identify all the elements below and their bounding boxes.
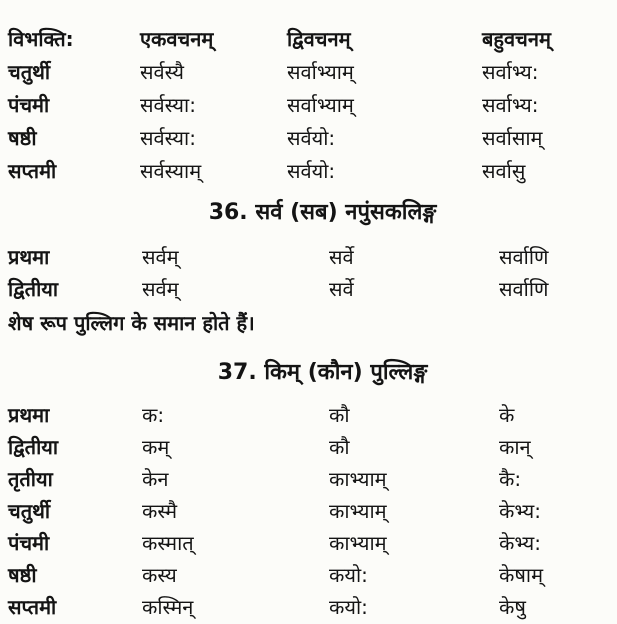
case-label: पंचमी bbox=[8, 93, 50, 117]
case-label: चतुर्थी bbox=[8, 498, 51, 523]
column-header-plural: बहुवचनम् bbox=[482, 27, 551, 51]
table-row bbox=[8, 527, 617, 559]
case-label: तृतीया bbox=[8, 466, 53, 491]
form-cell: कान् bbox=[499, 434, 531, 459]
section-heading-37: 37. किम् (कौन) पुल्लिङ्ग bbox=[217, 360, 428, 385]
table-row bbox=[8, 155, 617, 188]
table-row bbox=[8, 89, 617, 122]
form-cell: कम् bbox=[142, 434, 170, 459]
form-cell: सर्वम् bbox=[142, 244, 179, 269]
form-cell: केषाम् bbox=[499, 562, 544, 587]
case-label: सप्तमी bbox=[8, 159, 57, 183]
form-cell: सर्वासु bbox=[482, 159, 526, 183]
table-row bbox=[8, 591, 617, 623]
case-label: चतुर्थी bbox=[8, 60, 51, 84]
form-cell: सर्वाभ्य: bbox=[482, 60, 539, 84]
column-header-singular: एकवचनम् bbox=[140, 27, 214, 51]
form-cell: कस्मै bbox=[142, 498, 178, 523]
form-cell: सर्वस्याम् bbox=[140, 159, 202, 183]
form-cell: कौ bbox=[329, 402, 350, 427]
table-row bbox=[8, 431, 617, 463]
note-text: शेष रूप पुल्लिग के समान होते हैं। bbox=[8, 311, 255, 335]
form-cell: काभ्याम् bbox=[329, 466, 387, 491]
form-cell: सर्वयो: bbox=[287, 126, 336, 150]
form-cell: कै: bbox=[499, 466, 522, 491]
form-cell: सर्वाभ्याम् bbox=[287, 60, 354, 84]
form-cell: सर्वाभ्याम् bbox=[287, 93, 354, 117]
case-label: षष्ठी bbox=[8, 562, 37, 587]
section-heading-36: 36. सर्व (सब) नपुंसकलिङ्ग bbox=[208, 200, 437, 225]
case-label: प्रथमा bbox=[8, 402, 50, 427]
table-sarva-neuter bbox=[8, 241, 617, 305]
table-row bbox=[8, 241, 617, 273]
case-label: द्वितीया bbox=[8, 276, 59, 301]
form-cell: केभ्य: bbox=[499, 498, 542, 523]
form-cell: सर्वस्यै bbox=[140, 60, 185, 84]
form-cell: कस्मात् bbox=[142, 530, 194, 555]
table-row bbox=[8, 122, 617, 155]
table-row bbox=[8, 495, 617, 527]
table-row bbox=[8, 559, 617, 591]
table-header-row bbox=[8, 23, 617, 56]
form-cell: सर्वाणि bbox=[499, 244, 549, 269]
form-cell: सर्वे bbox=[329, 276, 354, 301]
case-label: प्रथमा bbox=[8, 244, 50, 269]
form-cell: के bbox=[499, 402, 515, 427]
form-cell: केन bbox=[142, 466, 169, 491]
form-cell: सर्वाभ्य: bbox=[482, 93, 539, 117]
form-cell: सर्वे bbox=[329, 244, 354, 269]
form-cell: क: bbox=[142, 402, 165, 427]
table-sarva-feminine bbox=[8, 23, 617, 188]
form-cell: काभ्याम् bbox=[329, 498, 387, 523]
form-cell: सर्वयो: bbox=[287, 159, 336, 183]
form-cell: सर्वासाम् bbox=[482, 126, 543, 150]
case-label: सप्तमी bbox=[8, 594, 57, 619]
column-header-dual: द्विवचनम् bbox=[287, 27, 351, 51]
form-cell: सर्वम् bbox=[142, 276, 179, 301]
form-cell: केषु bbox=[499, 594, 526, 619]
form-cell: केभ्य: bbox=[499, 530, 542, 555]
case-label: द्वितीया bbox=[8, 434, 59, 459]
column-header-vibhakti: विभक्ति: bbox=[8, 27, 74, 51]
form-cell: कस्य bbox=[142, 562, 177, 587]
form-cell: सर्वाणि bbox=[499, 276, 549, 301]
form-cell: सर्वस्या: bbox=[140, 93, 196, 117]
form-cell: काभ्याम् bbox=[329, 530, 387, 555]
case-label: षष्ठी bbox=[8, 126, 37, 150]
form-cell: कयो: bbox=[329, 594, 368, 619]
form-cell: कयो: bbox=[329, 562, 368, 587]
table-kim-masculine bbox=[8, 399, 617, 623]
form-cell: कौ bbox=[329, 434, 350, 459]
table-row bbox=[8, 273, 617, 305]
case-label: पंचमी bbox=[8, 530, 50, 555]
table-row bbox=[8, 56, 617, 89]
table-row bbox=[8, 399, 617, 431]
form-cell: कस्मिन् bbox=[142, 594, 194, 619]
form-cell: सर्वस्या: bbox=[140, 126, 196, 150]
table-row bbox=[8, 463, 617, 495]
